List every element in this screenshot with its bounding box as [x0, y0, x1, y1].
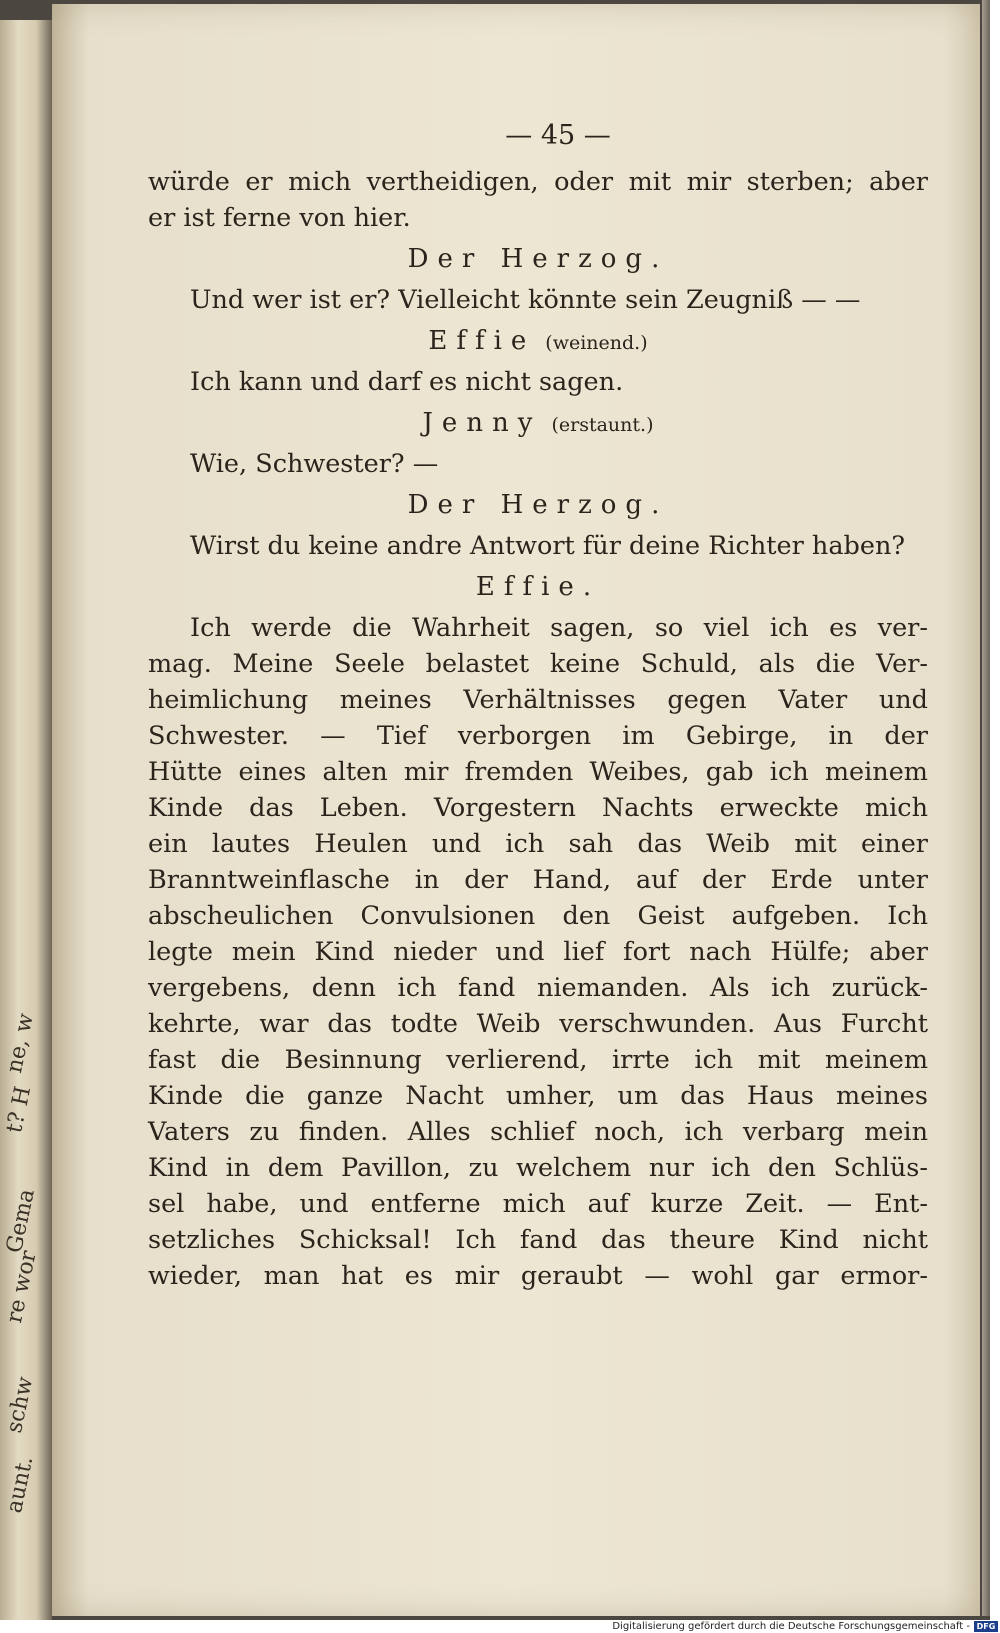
paragraph-line: mag. Meine Seele belastet keine Schuld, als die Ver- — [148, 649, 928, 679]
speaker-name: Der Herzog. — [407, 244, 669, 274]
stage-direction: (weinend.) — [545, 332, 648, 354]
page-number: — 45 — — [505, 120, 611, 151]
speaker-name: Effie — [428, 326, 536, 356]
paragraph-line: Kinde das Leben. Vorgestern Nachts erweckte mich — [148, 793, 928, 823]
page-text — [148, 108, 928, 1294]
paragraph-line: Ich werde die Wahrheit sagen, so viel ich es ver- — [190, 613, 928, 643]
speaker-name: Der Herzog. — [407, 490, 669, 520]
dialogue-line: Wirst du keine andre Antwort für deine Richter haben? — [190, 531, 906, 561]
paragraph-line: sel habe, und entferne mich auf kurze Zeit. — Ent- — [148, 1189, 928, 1219]
facing-page-fragment: re wor — [2, 1248, 42, 1326]
facing-page-edge — [0, 20, 52, 1620]
paragraph-line: vergebens, denn ich fand niemanden. Als ich zurück- — [148, 973, 928, 1003]
facing-page-fragment: aunt. — [2, 1453, 39, 1516]
dialogue-line: Und wer ist er? Vielleicht könnte sein Zeugniß — — — [190, 285, 861, 315]
facing-page-fragment: ne, w — [2, 1011, 39, 1076]
paragraph-line: ein lautes Heulen und ich sah das Weib mit einer — [148, 829, 928, 859]
speaker-heading — [148, 564, 928, 610]
book-page — [52, 4, 980, 1616]
paragraph-line: legte mein Kind nieder und lief fort nach Hülfe; aber — [148, 937, 928, 967]
paragraph-line: Kinde die ganze Nacht umher, um das Haus meines — [148, 1081, 928, 1111]
speaker-name: Jenny — [422, 408, 542, 438]
paragraph-line: heimlichung meines Verhältnisses gegen Vater und — [148, 685, 928, 715]
digitization-footer — [0, 1620, 1000, 1633]
paragraph-line: wieder, man hat es mir geraubt — wohl gar ermor- — [148, 1261, 928, 1291]
paragraph-line: kehrte, war das todte Weib verschwunden. Aus Furcht — [148, 1009, 928, 1039]
paragraph-line: abscheulichen Convulsionen den Geist aufgeben. Ich — [148, 901, 928, 931]
stage-direction: (erstaunt.) — [551, 414, 654, 436]
speaker-heading — [148, 318, 928, 364]
footer-text: Digitalisierung gefördert durch die Deutsche Forschungsgemeinschaft - — [612, 1621, 970, 1632]
paragraph-line: setzliches Schicksal! Ich fand das theure Kind nicht — [148, 1225, 928, 1255]
page-edge-shadow — [982, 0, 990, 1616]
facing-page-fragment: schw — [2, 1374, 39, 1436]
dialogue-line: Ich kann und darf es nicht sagen. — [190, 367, 624, 397]
text-line: würde er mich vertheidigen, oder mit mir sterben; aber — [148, 167, 928, 197]
paragraph-line: fast die Besinnung verlierend, irrte ich mit meinem — [148, 1045, 928, 1075]
speaker-name: Effie. — [475, 572, 601, 602]
speaker-heading — [148, 400, 928, 446]
paragraph-line: Vaters zu finden. Alles schlief noch, ich verbarg mein — [148, 1117, 928, 1147]
paragraph-line: Branntweinflasche in der Hand, auf der Erde unter — [148, 865, 928, 895]
speaker-heading — [148, 236, 928, 282]
dfg-logo: DFG — [974, 1621, 998, 1632]
dialogue-line: Wie, Schwester? — — [190, 449, 439, 479]
speaker-heading — [148, 482, 928, 528]
paragraph-line: Kind in dem Pavillon, zu welchem nur ich den Schlüs- — [148, 1153, 928, 1183]
text-line: er ist ferne von hier. — [148, 203, 411, 233]
facing-page-fragment: Gema — [2, 1186, 40, 1256]
paragraph-line: Schwester. — Tief verborgen im Gebirge, in der — [148, 721, 928, 751]
dialogue-paragraph — [148, 610, 928, 1294]
facing-page-fragment: t? H — [2, 1084, 37, 1136]
paragraph-line: Hütte eines alten mir fremden Weibes, gab ich meinem — [148, 757, 928, 787]
